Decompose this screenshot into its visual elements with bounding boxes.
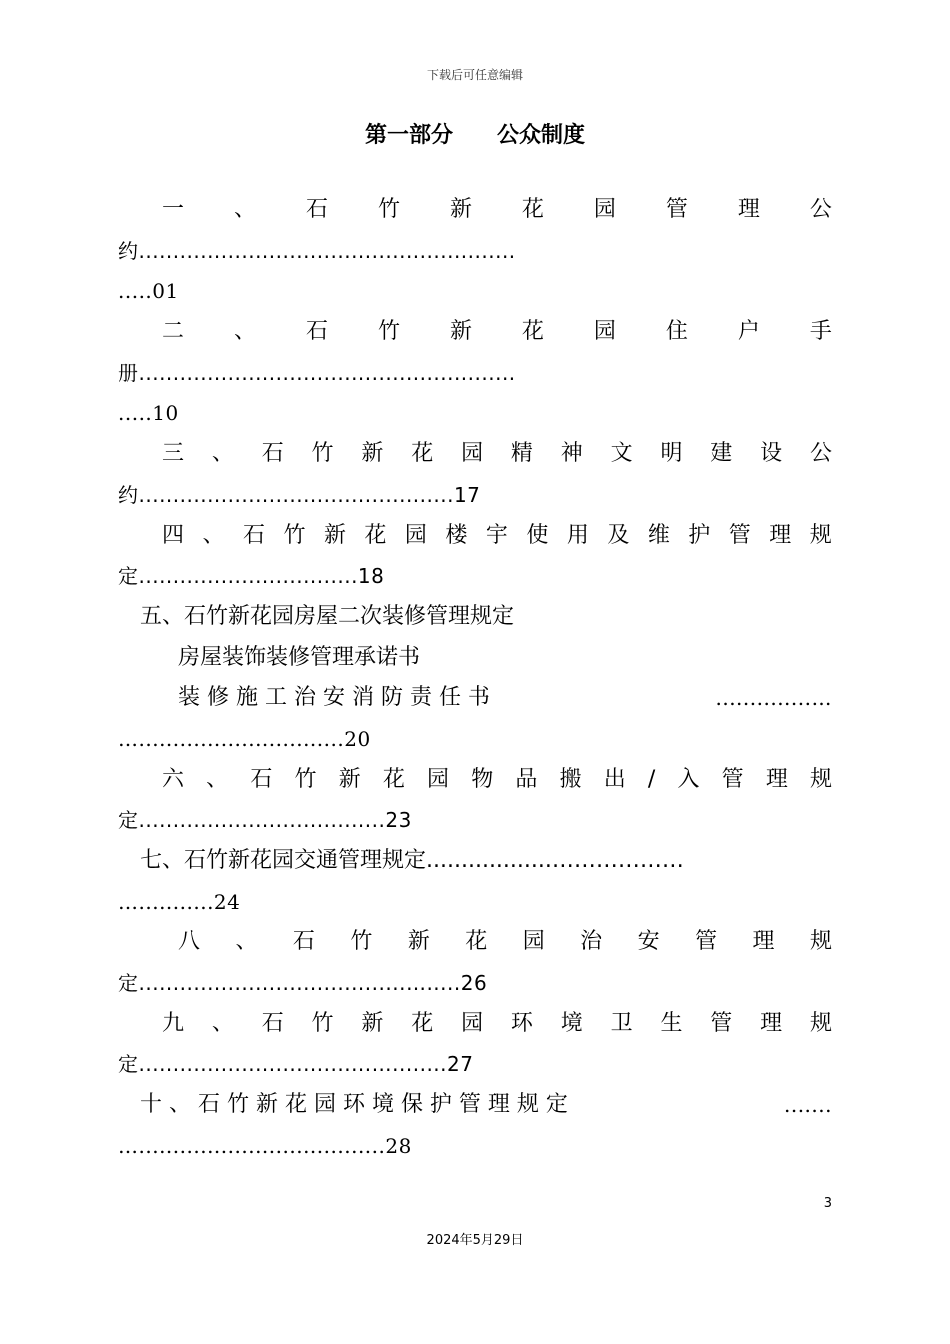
- toc-title-char: 三: [162, 441, 185, 467]
- toc-item-3-line-2: [118, 475, 832, 516]
- toc-title-char: 花: [382, 766, 405, 792]
- toc-title-char: 文: [610, 441, 633, 467]
- toc-title-char: 竹: [350, 929, 373, 955]
- toc-title-char: 治: [580, 929, 603, 955]
- toc-item-6-leader: 定....................................23: [118, 808, 412, 833]
- toc-title-char: 明: [660, 441, 683, 467]
- toc-title-char: 管: [695, 929, 718, 955]
- toc-title-char: 精: [510, 441, 533, 467]
- toc-title-char: 一: [162, 197, 185, 222]
- toc-title-char: 生: [660, 1010, 683, 1036]
- toc-title-char: 八: [178, 929, 201, 955]
- toc-item-5-leader: ..............…: [715, 686, 832, 711]
- toc-title-char: 石: [292, 929, 315, 955]
- toc-title-char: 设: [760, 441, 783, 467]
- toc-title-char: 规: [809, 522, 832, 548]
- toc-title-char: 九: [162, 1010, 185, 1036]
- toc-title-char: 花: [521, 319, 544, 345]
- page-title: 第一部分 公众制度: [364, 123, 585, 148]
- toc-item-4-line-1: [118, 516, 832, 557]
- toc-title-char: 使: [526, 522, 549, 548]
- toc-title-char: 管: [721, 766, 744, 792]
- toc-item-9-line-1: [118, 1004, 832, 1045]
- toc-title-char: 、: [202, 522, 225, 548]
- toc-title-char: 护: [688, 522, 711, 548]
- toc-title-char: 理: [752, 929, 775, 955]
- toc-item-1-leader: 约.......................................................: [118, 238, 516, 263]
- toc-title-char: 管: [728, 522, 751, 548]
- toc-item-6-line-1: [118, 760, 832, 801]
- toc-item-1-line-1: [118, 190, 832, 231]
- toc-item-5-subtitle: 装 修 施 工 治 安 消 防 责 任 书: [178, 685, 490, 711]
- toc-title-char: 宇: [485, 522, 508, 548]
- toc-title-char: 理: [760, 1010, 783, 1036]
- toc-item-10-page: …....................................28: [118, 1133, 412, 1158]
- toc-item-9-line-2: [118, 1044, 832, 1085]
- toc-item-3-leader: 约..............................................17: [118, 482, 481, 507]
- toc-title-char: 新: [361, 1010, 384, 1036]
- toc-title-char: 及: [607, 522, 630, 548]
- toc-item-5-line-3: [118, 678, 832, 719]
- toc-title-char: 管: [665, 197, 688, 222]
- toc-item-1-page: .....01: [118, 279, 179, 304]
- toc-item-10-title: 十 、 石 竹 新 花 园 环 境 保 护 管 理 规 定: [140, 1092, 568, 1118]
- table-of-contents: [118, 190, 832, 1167]
- toc-title-char: 花: [364, 522, 387, 548]
- toc-title-char: 石: [305, 197, 328, 222]
- toc-title-char: 石: [261, 1010, 284, 1036]
- toc-item-5-line-2: 房屋装饰装修管理承诺书: [178, 644, 421, 670]
- toc-title-char: 竹: [283, 522, 306, 548]
- toc-title-char: 、: [211, 1010, 234, 1036]
- toc-title-char: 公: [809, 441, 832, 467]
- toc-title-char: /: [647, 766, 656, 792]
- toc-title-char: 、: [211, 441, 234, 467]
- toc-item-6-line-2: [118, 800, 832, 841]
- toc-title-char: 花: [411, 1010, 434, 1036]
- toc-title-char: 园: [461, 1010, 484, 1036]
- toc-title-char: 园: [593, 319, 616, 345]
- toc-title-char: 竹: [294, 766, 317, 792]
- toc-title-char: 理: [769, 522, 792, 548]
- toc-title-char: 园: [427, 766, 450, 792]
- toc-title-char: 新: [407, 929, 430, 955]
- toc-title-char: 规: [809, 1010, 832, 1036]
- toc-title-char: 手: [809, 319, 832, 345]
- toc-title-char: 神: [560, 441, 583, 467]
- toc-title-char: 花: [465, 929, 488, 955]
- toc-item-2-line-1: [118, 312, 832, 353]
- toc-title-char: 理: [737, 197, 760, 222]
- toc-title-char: 石: [305, 319, 328, 345]
- toc-title-char: 品: [515, 766, 538, 792]
- toc-title-char: 竹: [311, 441, 334, 467]
- toc-title-char: 园: [404, 522, 427, 548]
- toc-item-9-leader: 定..................................…........27: [118, 1052, 474, 1077]
- toc-title-char: 、: [206, 766, 229, 792]
- toc-title-char: 境: [560, 1010, 583, 1036]
- toc-title-char: 、: [233, 319, 256, 345]
- toc-title-char: 管: [710, 1010, 733, 1036]
- toc-title-char: 出: [603, 766, 626, 792]
- toc-title-char: 六: [162, 766, 185, 792]
- toc-title-char: 维: [647, 522, 670, 548]
- toc-title-char: 、: [235, 929, 258, 955]
- toc-title-char: 规: [809, 929, 832, 955]
- toc-item-10-leader: .......: [783, 1093, 832, 1118]
- toc-title-char: 用: [566, 522, 589, 548]
- toc-item-7-page: …...........24: [118, 889, 241, 914]
- toc-title-char: 住: [665, 319, 688, 345]
- toc-title-char: 园: [522, 929, 545, 955]
- toc-title-char: 新: [449, 197, 472, 222]
- toc-item-2-leader: 册.......................................................: [118, 360, 516, 385]
- toc-item-5-page: …..............................20: [118, 726, 371, 751]
- footer-date: 2024年5月29日: [426, 1233, 524, 1248]
- toc-title-char: 入: [677, 766, 700, 792]
- toc-item-3-line-1: [118, 434, 832, 475]
- toc-title-char: 新: [449, 319, 472, 345]
- toc-item-4-leader: 定................................18: [118, 564, 385, 589]
- toc-title-char: 楼: [445, 522, 468, 548]
- toc-item-8-line-2: [118, 963, 832, 1004]
- toc-title-char: 、: [233, 197, 256, 222]
- toc-item-5-line-1: 五、石竹新花园房屋二次装修管理规定: [140, 603, 515, 629]
- toc-title-char: 二: [162, 319, 185, 345]
- toc-title-char: 石: [242, 522, 265, 548]
- toc-title-char: 花: [521, 197, 544, 222]
- toc-title-char: 四: [162, 522, 185, 548]
- toc-title-char: 规: [809, 766, 832, 792]
- toc-title-char: 竹: [311, 1010, 334, 1036]
- toc-title-char: 卫: [610, 1010, 633, 1036]
- toc-title-char: 园: [593, 197, 616, 222]
- page-number: 3: [823, 1196, 832, 1211]
- toc-title-char: 石: [261, 441, 284, 467]
- toc-title-char: 搬: [559, 766, 582, 792]
- toc-title-char: 理: [765, 766, 788, 792]
- toc-title-char: 物: [471, 766, 494, 792]
- toc-title-char: 花: [411, 441, 434, 467]
- toc-title-char: 竹: [377, 319, 400, 345]
- toc-item-7-line-1: 七、石竹新花园交通管理规定..................………………: [140, 848, 684, 873]
- toc-title-char: 园: [461, 441, 484, 467]
- toc-title-char: 新: [361, 441, 384, 467]
- toc-title-char: 建: [710, 441, 733, 467]
- toc-item-2-page: .....10: [118, 401, 179, 426]
- header-note: 下载后可任意编辑: [426, 68, 523, 82]
- toc-item-1-line-2: [118, 231, 832, 272]
- toc-title-char: 环: [510, 1010, 533, 1036]
- toc-item-10-line-1: [118, 1085, 832, 1126]
- toc-item-8-line-1: [118, 922, 832, 963]
- toc-item-8-leader: 定.......................................….....26: [118, 971, 488, 996]
- toc-title-char: 新: [323, 522, 346, 548]
- toc-title-char: 安: [637, 929, 660, 955]
- toc-title-char: 竹: [377, 197, 400, 222]
- toc-title-char: 新: [338, 766, 361, 792]
- toc-title-char: 公: [809, 197, 832, 222]
- toc-item-4-line-2: [118, 556, 832, 597]
- toc-title-char: 石: [250, 766, 273, 792]
- toc-title-char: 户: [737, 319, 760, 345]
- toc-item-2-line-2: [118, 353, 832, 394]
